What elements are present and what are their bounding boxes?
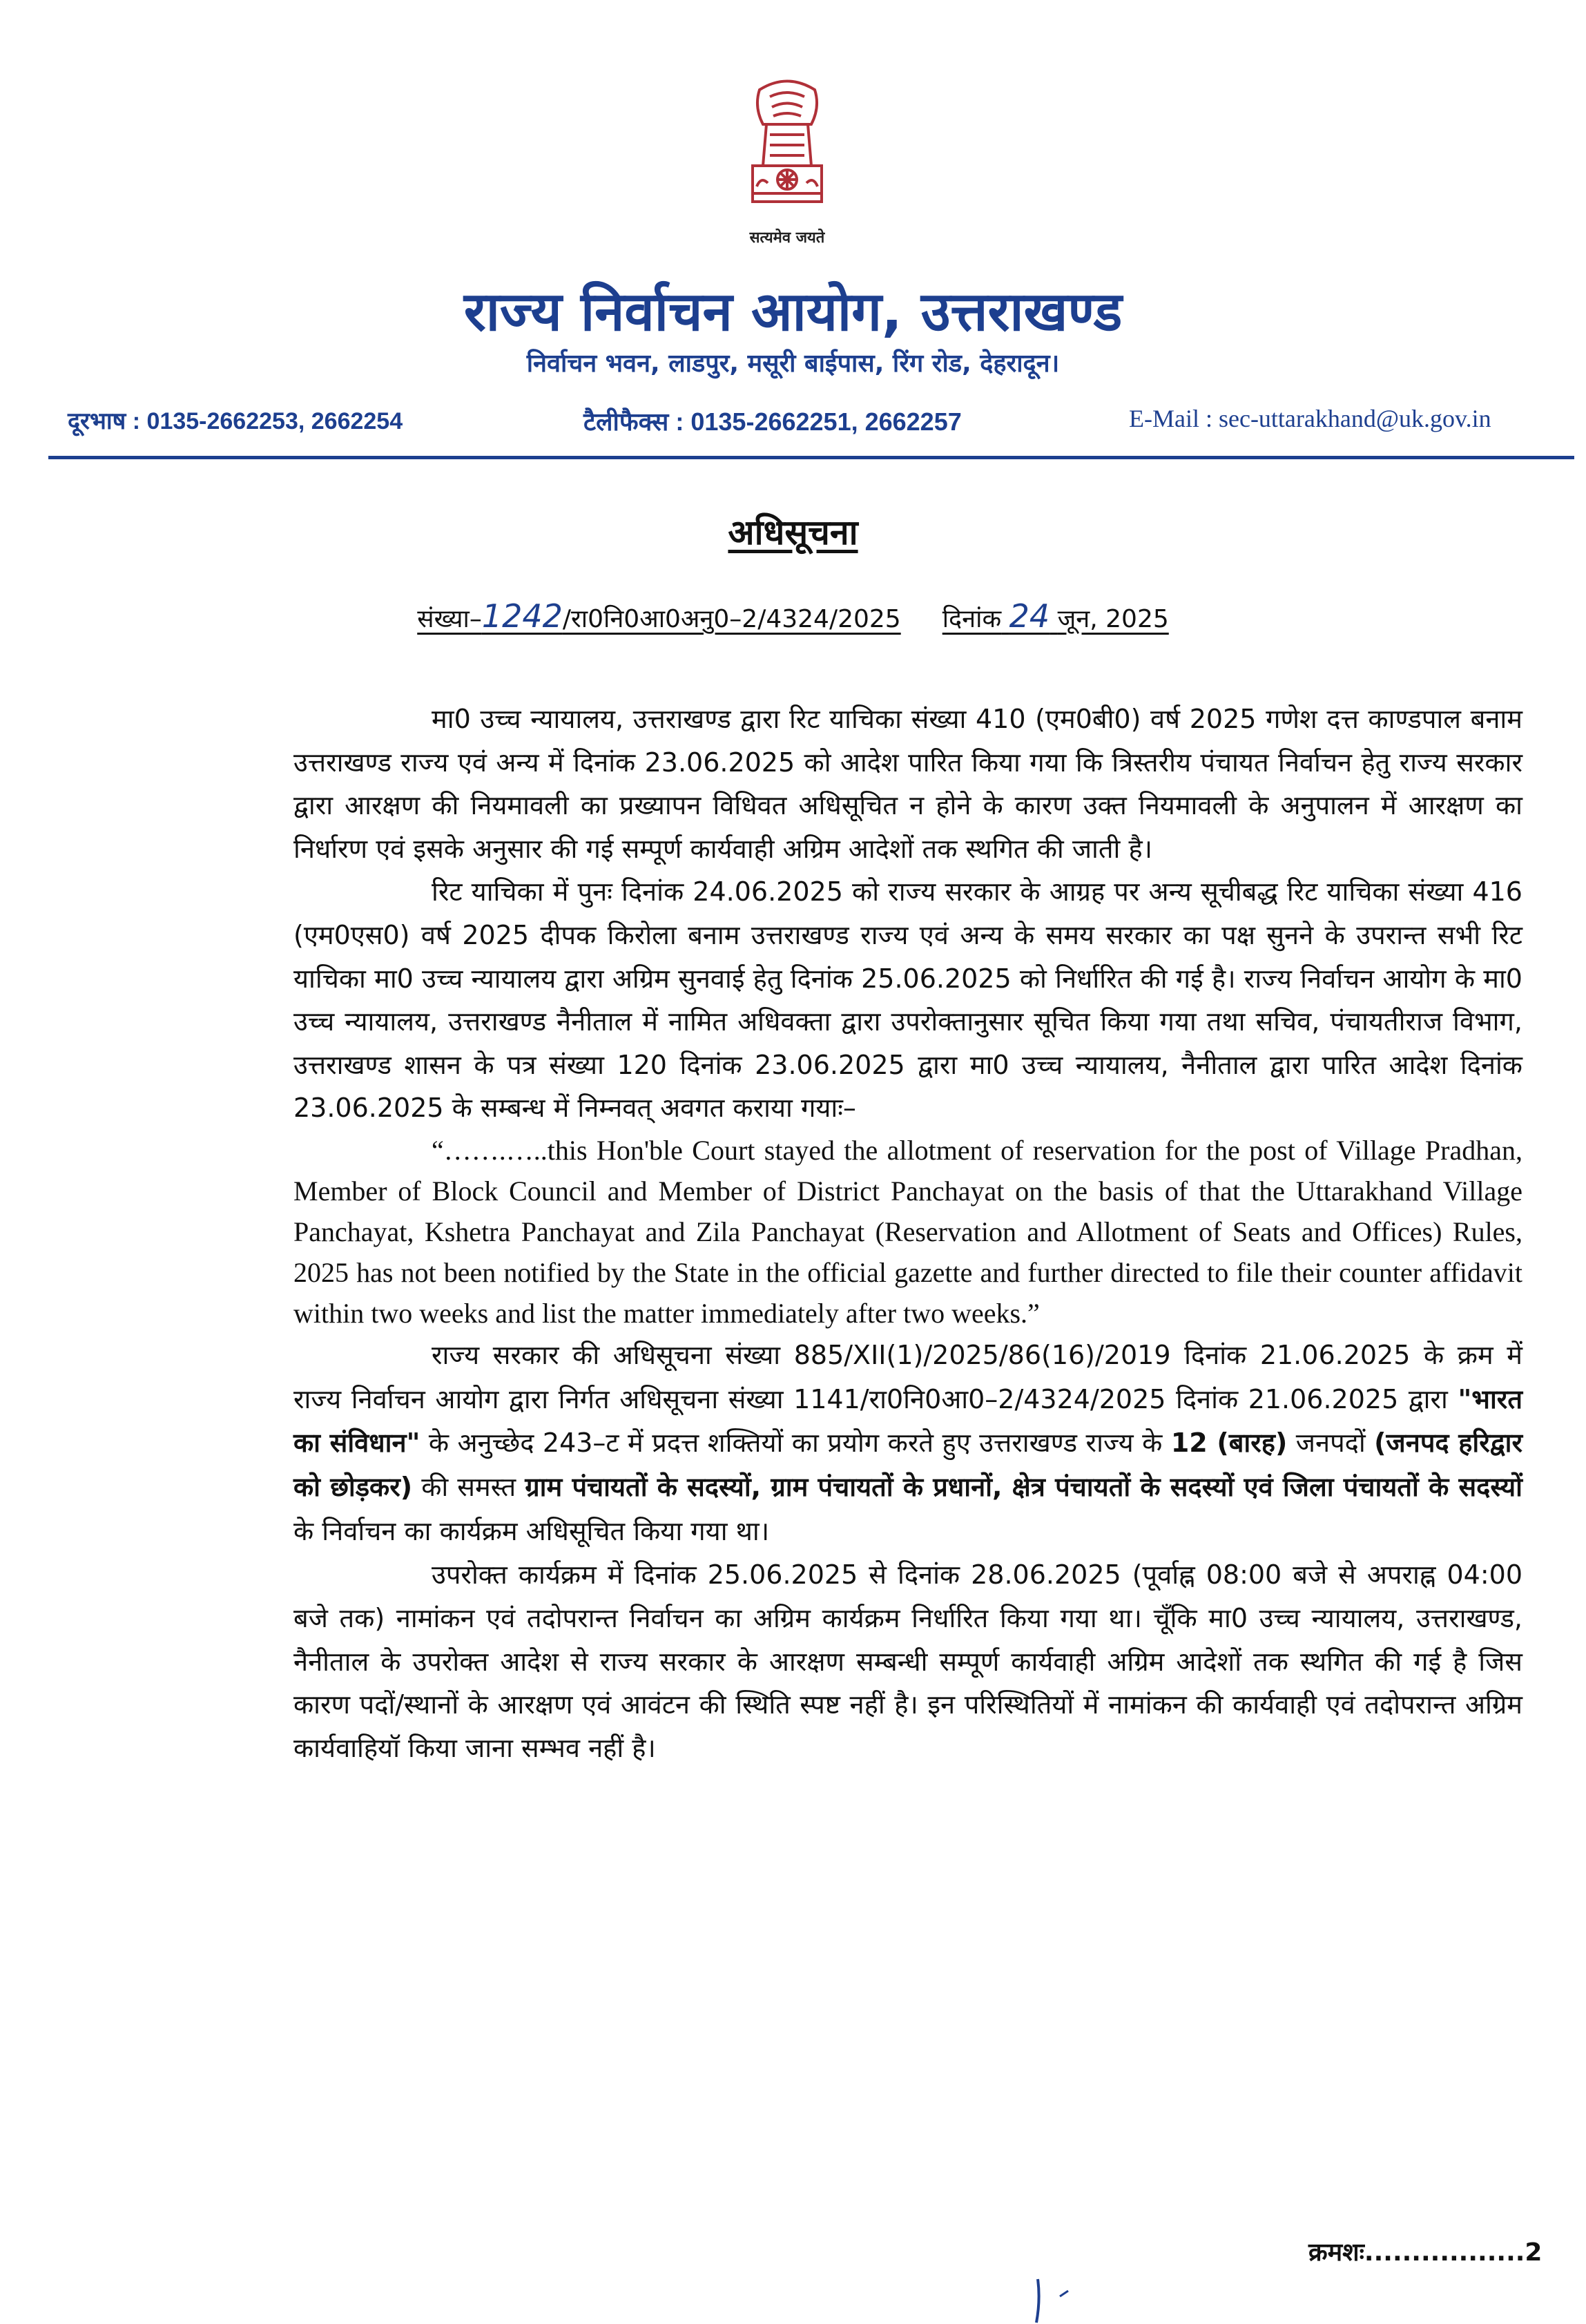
number-rest: /रा0नि0आ0अनु0–2/4324/2025	[562, 605, 901, 633]
notice-body	[293, 698, 1522, 1769]
court-order-quote: “…….…..this Hon'ble Court stayed the allotment of reservation for the post of Village Pradhan, Member of Block Council and Member of District Panchayat on the basis of that the Uttarakhand Village Panchayat, Kshetra Panchayat and Zila Panchayat (Reservation and Allotment of Seats and Offices) Rules, 2025 has not been notified by the State in the official gazette and further directed to file their counter affidavit within two weeks and list the matter immediately after two weeks.”	[293, 1134, 1522, 1329]
header-divider	[48, 456, 1574, 459]
phone-number: दूरभाष : 0135-2662253, 2662254	[68, 408, 403, 434]
reference-number-line	[417, 597, 901, 635]
handwritten-date: 24	[1009, 597, 1050, 635]
emblem-motto: सत्यमेव जयते	[749, 229, 825, 247]
email-address: E-Mail : sec-uttarakhand@uk.gov.in	[1129, 405, 1491, 432]
paragraph-2: रिट याचिका में पुनः दिनांक 24.06.2025 को राज्य सरकार के आग्रह पर अन्य सूचीबद्ध रिट याचिका संख्या 416 (एम0एस0) वर्ष 2025 दीपक किरोला बनाम उत्तराखण्ड राज्य एवं अन्य के समय सरकार का पक्ष सुनने के उपरान्त सभी रिट याचिका मा0 उच्च न्यायालय द्वारा अग्रिम सुनवाई हेतु दिनांक 25.06.2025 को निर्धारित की गई है। राज्य निर्वाचन आयोग के मा0 उच्च न्यायालय, उत्तराखण्ड नैनीताल में नामित अधिवक्ता द्वारा उपरोक्तानुसार सूचित किया गया तथा सचिव, पंचायतीराज विभाग, उत्तराखण्ड शासन के पत्र संख्या 120 दिनांक 23.06.2025 द्वारा मा0 उच्च न्यायालय, नैनीताल द्वारा पारित आदेश दिनांक 23.06.2025 के सम्बन्ध में निम्नवत् अवगत कराया गयाः–	[293, 876, 1522, 1124]
reference-date-line	[942, 597, 1169, 635]
telefax-number: टैलीफैक्स : 0135-2662251, 2662257	[583, 407, 962, 436]
organization-title: राज्य निर्वाचन आयोग, उत्तराखण्ड	[463, 281, 1123, 343]
notice-reference	[0, 597, 1586, 635]
date-label: दिनांक	[942, 605, 1002, 633]
organization-address: निर्वाचन भवन, लाडपुर, मसूरी बाईपास, रिंग रोड, देहरादून।	[526, 349, 1060, 378]
paragraph-1: मा0 उच्च न्यायालय, उत्तराखण्ड द्वारा रिट याचिका संख्या 410 (एम0बी0) वर्ष 2025 गणेश दत्त काण्डपाल बनाम उत्तराखण्ड राज्य एवं अन्य में दिनांक 23.06.2025 को आदेश पारित किया गया कि त्रिस्तरीय पंचायत निर्वाचन हेतु राज्य सरकार द्वारा आरक्षण की नियमावली का प्रख्यापन विधिवत अधिसूचित न होने के कारण उक्त नियमावली के अनुपालन में आरक्षण का निर्धारण एवं इसके अनुसार की गई सम्पूर्ण कार्यवाही अग्रिम आदेशों तक स्थगित की जाती है।	[293, 704, 1522, 864]
national-emblem-icon	[732, 76, 842, 242]
handwritten-number: 1242	[481, 597, 563, 635]
continued-marker: क्रमशः.................2	[1308, 2238, 1543, 2267]
date-rest: जून, 2025	[1057, 605, 1169, 633]
paragraph-4: उपरोक्त कार्यक्रम में दिनांक 25.06.2025 से दिनांक 28.06.2025 (पूर्वाह्न 08:00 बजे से अपराह्न 04:00 बजे तक) नामांकन एवं तदोपरान्त निर्वाचन का अग्रिम कार्यक्रम निर्धारित किया गया था। चूँकि मा0 उच्च न्यायालय, उत्तराखण्ड, नैनीताल के उपरोक्त आदेश से राज्य सरकार के आरक्षण सम्बन्धी सम्पूर्ण कार्यवाही अग्रिम आदेशों तक स्थगित की गई है जिस कारण पदों/स्थानों के आरक्षण एवं आवंटन की स्थिति स्पष्ट नहीं है। इन परिस्थितियों में नामांकन की कार्यवाही एवं तदोपरान्त अग्रिम कार्यवाहियॉ किया जाना सम्भव नहीं है।	[293, 1559, 1522, 1763]
paragraph-3: राज्य सरकार की अधिसूचना संख्या 885/XII(1)/2025/86(16)/2019 दिनांक 21.06.2025 के क्रम में राज्य निर्वाचन आयोग द्वारा निर्गत अधिसूचना संख्या 1141/रा0नि0आ0–2/4324/2025 दिनांक 21.06.2025 द्वारा "भारत का संविधान" के अनुच्छेद 243–ट में प्रदत्त शक्तियों का प्रयोग करते हुए उत्तराखण्ड राज्य के 12 (बारह) जनपदों (जनपद हरिद्वार को छोड़कर) की समस्त ग्राम पंचायतों के सदस्यों, ग्राम पंचायतों के प्रधानों, क्षेत्र पंचायतों के सदस्यों एवं जिला पंचायतों के सदस्यों के निर्वाचन का कार्यक्रम अधिसूचित किया गया था।	[293, 1339, 1522, 1546]
notice-title: अधिसूचना	[728, 512, 858, 553]
pen-mark-icon	[1032, 2276, 1074, 2324]
number-label: संख्या–	[417, 605, 482, 633]
